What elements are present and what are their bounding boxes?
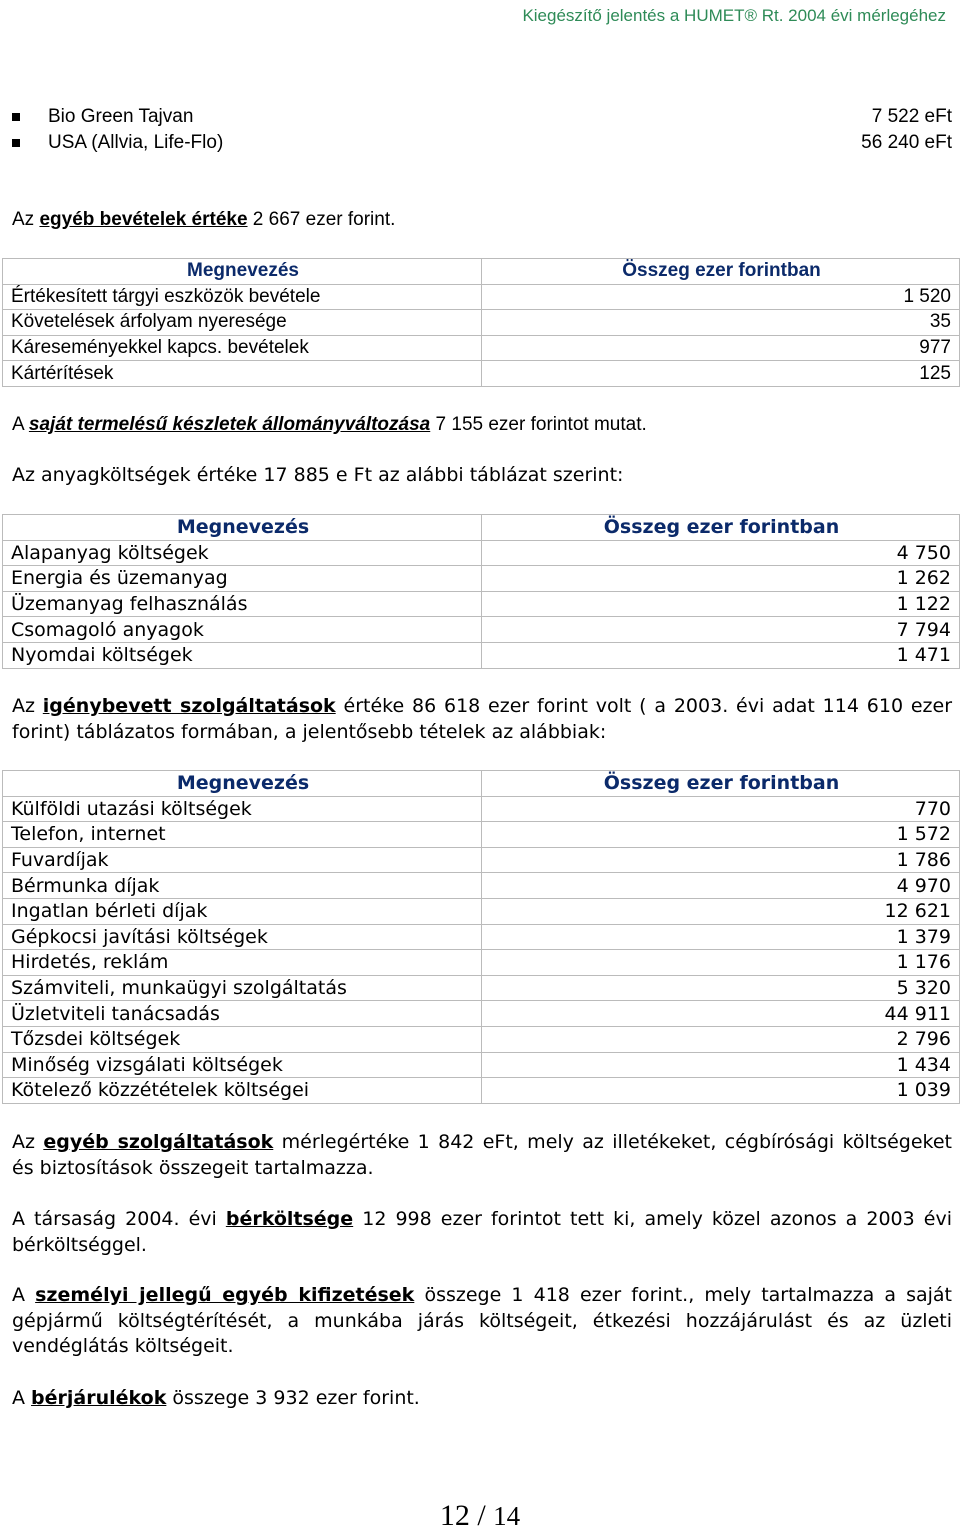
bullet-label: USA (Allvia, Life-Flo) [48,132,224,153]
table-row [3,1052,960,1078]
item-name: Fuvardíjak [3,847,482,873]
page-number [0,1499,960,1533]
keyword: bérjárulékok [31,1387,167,1409]
item-name: Bérmunka díjak [3,873,482,899]
table-row [3,591,960,617]
table-row [3,1026,960,1052]
table-row [3,361,960,387]
item-amount: 44 911 [482,1001,960,1027]
column-header: Összeg ezer forintban [482,515,960,541]
item-amount: 1 379 [482,924,960,950]
item-name: Telefon, internet [3,822,482,848]
square-bullet-icon [12,139,20,147]
item-name: Nyomdai költségek [3,642,482,668]
table-header-row [3,771,960,797]
page-separator: / [469,1499,494,1532]
table-row [3,617,960,643]
text: A [12,414,29,435]
item-name: Üzletviteli tanácsadás [3,1001,482,1027]
list-item [12,104,952,130]
item-name: Gépkocsi javítási költségek [3,924,482,950]
item-name: Számviteli, munkaügyi szolgáltatás [3,975,482,1001]
item-name: Kötelező közzétételek költségei [3,1078,482,1104]
services-table [2,770,960,1104]
text: 7 155 ezer forintot mutat. [430,414,647,435]
column-header: Megnevezés [3,515,482,541]
text: értéke 86 618 ezer forint volt ( a 2003. évi adat 114 610 ezer forint) táblázatos formában, a jelentősebb tételek az alábbiak: [12,695,953,743]
table-row [3,796,960,822]
keyword: igénybevett szolgáltatások [42,695,336,717]
table-row [3,975,960,1001]
text: mérlegértéke 1 842 eFt, mely az illetékeket, cégbírósági költségeket és biztosítások összegeit tartalmazza. [12,1131,953,1179]
column-header: Összeg ezer forintban [482,259,960,285]
export-bullet-list [12,104,952,156]
other-income-paragraph [12,207,952,233]
keyword: egyéb szolgáltatások [43,1131,274,1153]
wage-cost-paragraph [12,1207,952,1258]
text: A [12,1284,36,1306]
table-row [3,642,960,668]
document-header: Kiegészítő jelentés a HUMET® Rt. 2004 évi mérlegéhez [522,6,946,25]
wage-contributions-paragraph [12,1386,952,1412]
item-amount: 1 471 [482,642,960,668]
text: Az [12,1131,44,1153]
item-amount: 770 [482,796,960,822]
item-amount: 977 [482,335,960,361]
item-name: Csomagoló anyagok [3,617,482,643]
table-row [3,898,960,924]
item-name: Energia és üzemanyag [3,566,482,592]
personal-payments-paragraph [12,1283,952,1360]
keyword: bérköltsége [225,1208,354,1230]
list-item [12,130,952,156]
item-amount: 1 122 [482,591,960,617]
item-name: Kártérítések [3,361,482,387]
item-amount: 1 786 [482,847,960,873]
item-name: Minőség vizsgálati költségek [3,1052,482,1078]
item-amount: 7 794 [482,617,960,643]
item-amount: 1 572 [482,822,960,848]
text: Az [12,695,43,717]
item-name: Hirdetés, reklám [3,950,482,976]
inventory-change-paragraph [12,412,952,438]
item-amount: 4 970 [482,873,960,899]
table-row [3,822,960,848]
material-cost-paragraph: Az anyagköltségek értéke 17 885 e Ft az alábbi táblázat szerint: [12,464,624,486]
item-amount: 5 320 [482,975,960,1001]
table-row [3,566,960,592]
text: összege 1 418 ezer forint., mely tartalmazza a saját gépjármű költségtérítését, a munkába járás költségeit, étkezési hozzájárulást és az üzleti vendéglátás költségeit. [12,1284,952,1357]
table-row [3,1001,960,1027]
current-page: 12 [439,1499,470,1532]
material-cost-table [2,514,960,669]
item-amount: 1 176 [482,950,960,976]
table-row [3,310,960,336]
keyword: saját termelésű készletek állományváltozása [28,414,431,435]
table-row [3,847,960,873]
bullet-label: Bio Green Tajvan [48,106,194,127]
column-header: Megnevezés [3,771,482,797]
table-row [3,1078,960,1104]
text: 12 998 ezer forintot tett ki, amely közel azonos a 2003 évi bérköltséggel. [12,1208,952,1256]
text: 2 667 ezer forint. [247,209,396,230]
bullet-value: 7 522 eFt [871,106,952,127]
table-header-row [3,259,960,285]
table-row [3,924,960,950]
item-name: Káreseményekkel kapcs. bevételek [3,335,482,361]
bullet-value: 56 240 eFt [861,132,952,153]
other-services-paragraph [12,1130,952,1181]
text: Az [12,209,40,230]
column-header: Összeg ezer forintban [482,771,960,797]
item-amount: 2 796 [482,1026,960,1052]
text: összege 3 932 ezer forint. [166,1387,420,1409]
other-income-table [2,258,960,387]
table-header-row [3,515,960,541]
keyword: személyi jellegű egyéb kifizetések [35,1284,415,1306]
table-row [3,335,960,361]
item-name: Értékesített tárgyi eszközök bevétele [3,284,482,310]
item-name: Alapanyag költségek [3,540,482,566]
item-amount: 4 750 [482,540,960,566]
item-name: Üzemanyag felhasználás [3,591,482,617]
item-amount: 1 262 [482,566,960,592]
item-name: Ingatlan bérleti díjak [3,898,482,924]
table-row [3,540,960,566]
item-amount: 125 [482,361,960,387]
item-amount: 12 621 [482,898,960,924]
text: A [12,1387,32,1409]
column-header: Megnevezés [3,259,482,285]
item-name: Követelések árfolyam nyeresége [3,310,482,336]
total-pages: 14 [493,1501,521,1531]
item-amount: 1 520 [482,284,960,310]
item-amount: 1 434 [482,1052,960,1078]
item-name: Külföldi utazási költségek [3,796,482,822]
text: A társaság 2004. évi [12,1208,226,1230]
table-row [3,950,960,976]
keyword: egyéb bevételek értéke [39,209,248,230]
table-row [3,873,960,899]
item-amount: 1 039 [482,1078,960,1104]
item-amount: 35 [482,310,960,336]
item-name: Tőzsdei költségek [3,1026,482,1052]
services-paragraph [12,694,952,745]
square-bullet-icon [12,113,20,121]
table-row [3,284,960,310]
